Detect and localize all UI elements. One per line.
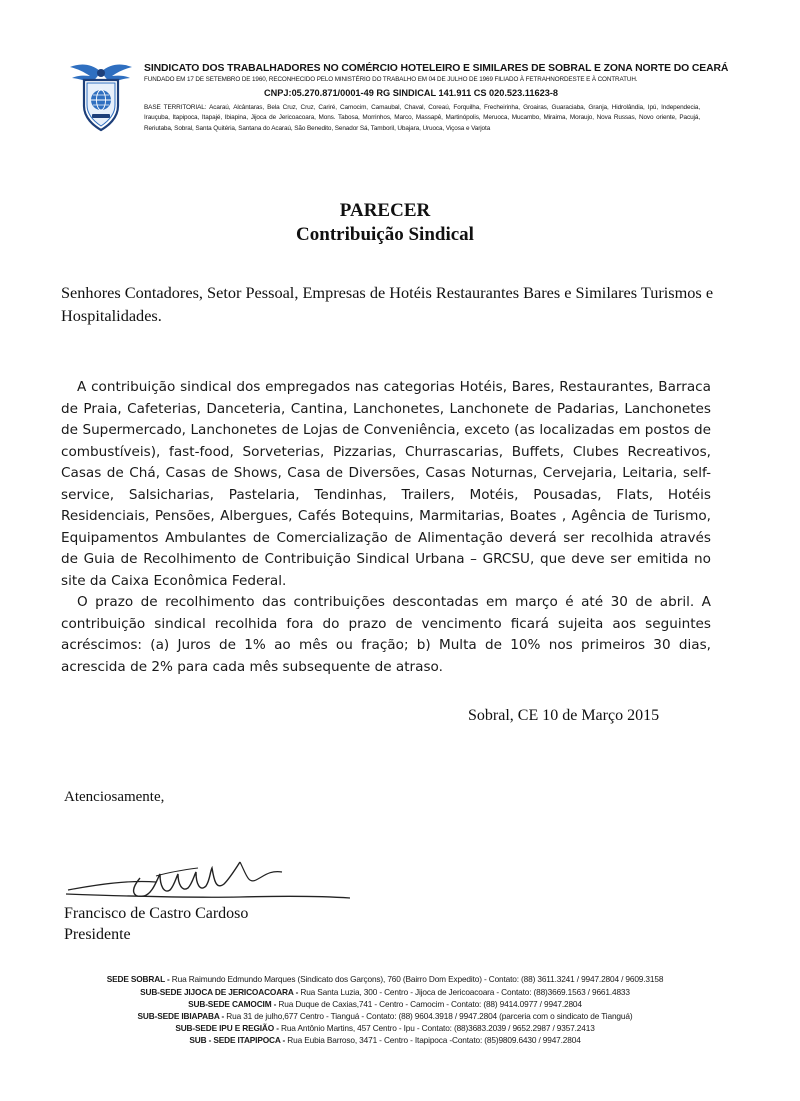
founded-line: FUNDADO EM 17 DE SETEMBRO DE 1960, RECONHECIDO PELO MINISTÉRIO DO TRABALHO EM 04 DE JULHO DE 1969 FILIADO À FETRAHNORDESTE E À CONTRATUH. [144,76,638,83]
footer-label: SUB-SEDE JIJOCA DE JERICOACOARA - [140,987,299,997]
footer-line [0,974,770,984]
footer-text: Rua Antônio Martins, 457 Centro - Ipu - Contato: (88)3683.2039 / 9652.2987 / 9357.2413 [278,1023,595,1033]
paragraph-2: O prazo de recolhimento das contribuições descontadas em março é até 30 de abril. A contribuição sindical recolhida fora do prazo de vencimento ficará sujeita aos seguintes acréscimos: (a) Juros de 1% ao mês ou fração; b) Multa de 10% nos primeiros 30 dias, acrescida de 2% para cada mês subsequente de atraso. [61,594,711,675]
signer-block [64,903,248,945]
footer-label: SUB-SEDE CAMOCIM - [188,999,277,1009]
signer-role: Presidente [64,926,131,943]
place-date: Sobral, CE 10 de Março 2015 [468,707,660,724]
signature [60,850,360,906]
territorial-base: BASE TERRITORIAL: Acaraú, Alcântaras, Bela Cruz, Cruz, Cariré, Camocim, Camaubal, Chaval, Coreaú, Forquilha, Frecheirinha, Groairas, Guaraciaba, Granja, Hidrolândia, Ipú, Independecia, Irauçuba, Itapipoca, Itapajé, Ibiapina, Jijoca de Jericoacoara, Mons. Tabosa, Morrinhos, Marco, Massapê, Martinópolis, Meruoca, Mucambo, Miraima, Moraujo, Nova Russas, Novo oriente, Pacujá, Reriutaba, Sobral, Santa Quitéria, Santana do Acaraú, São Benedito, Senador Sá, Tamboril, Ubajara, Uruoca, Viçosa e Varjota [144,104,700,132]
document-title: PARECER [339,200,431,221]
body-text [61,377,711,678]
union-name: SINDICATO DOS TRABALHADORES NO COMÉRCIO HOTELEIRO E SIMILARES DE SOBRAL E ZONA NORTE DO CEARÁ [144,63,729,74]
addressee: Senhores Contadores, Setor Pessoal, Empresas de Hotéis Restaurantes Bares e Similares Turismos e Hospitalidades. [61,283,714,325]
footer-line [0,1011,770,1021]
union-logo [70,58,132,132]
footer-line [0,1035,770,1045]
registration-line: CNPJ:05.270.871/0001-49 RG SINDICAL 141.911 CS 020.523.11623-8 [264,88,559,98]
footer-text: Rua 31 de julho,677 Centro - Tianguá - Contato: (88) 9604.3918 / 9947.2804 (parceria com o sindicato de Tianguá) [224,1011,633,1021]
footer-label: SEDE SOBRAL - [106,974,170,984]
footer-label: SUB - SEDE ITAPIPOCA - [189,1035,286,1045]
footer-text: Rua Duque de Caxias,741 - Centro - Camocim - Contato: (88) 9414.0977 / 9947.2804 [276,999,582,1009]
paragraph-1: A contribuição sindical dos empregados nas categorias Hotéis, Bares, Restaurantes, Barraca de Praia, Cafeterias, Danceteria, Cantina, Lanchonetes, Lanchonete de Padarias, Lanchonetes de Supermercado, Lanchonetes de Lojas de Conveniência, exceto (as localizadas em postos de combustíveis), fast-food, Sorveterias, Pizzarias, Churrascarias, Buffets, Clubes Recreativos, Casas de Chá, Casas de Shows, Casa de Diversões, Casas Noturnas, Cervejaria, Leitaria, self-service, Salsicharias, Pastelaria, Tendinhas, Trailers, Motéis, Pousadas, Flats, Hotéis Residenciais, Pensões, Albergues, Cafés Botequins, Marmitarias, Boates , Agência de Turismo, Equipamentos Ambulantes de Comercialização de Alimentação deverá ser recolhida através de Guia de Recolhimento de Contribuição Sindical Urbana – GRCSU, que deve ser emitida no site da Caixa Econômica Federal. [61,379,711,589]
document-subtitle: Contribuição Sindical [296,224,474,245]
footer-line [0,987,770,997]
footer-label: SUB-SEDE IBIAPABA - [137,1011,225,1021]
signer-name: Francisco de Castro Cardoso [64,905,249,922]
footer-label: SUB-SEDE IPU E REGIÃO - [175,1023,279,1033]
footer-text: Rua Raimundo Edmundo Marques (Sindicato dos Garçons), 760 (Bairro Dom Expedito) - Contato: (88) 3611.3241 / 9947.2804 / 9609.3158 [169,974,664,984]
footer-text: Rua Eubia Barroso, 3471 - Centro - Itapipoca -Contato: (85)9809.6430 / 9947.2804 [285,1035,581,1045]
footer-line [0,999,770,1009]
footer-text: Rua Santa Luzia, 300 - Centro - Jijoca de Jericoacoara - Contato: (88)3669.1563 / 9661.4833 [298,987,630,997]
closing: Atenciosamente, [64,789,165,805]
footer-line [0,1023,770,1033]
